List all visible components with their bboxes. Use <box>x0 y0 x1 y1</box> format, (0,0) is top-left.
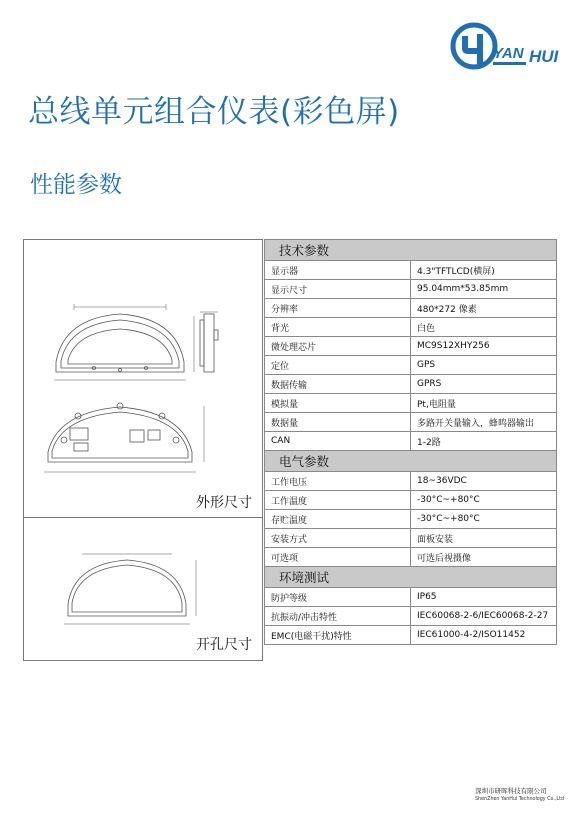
spec-value: 480*272 像素 <box>411 299 557 318</box>
spec-value: -30°C~+80°C <box>411 491 557 510</box>
company-logo <box>449 14 567 78</box>
spec-table <box>264 239 557 645</box>
group-header: 环境测试 <box>265 567 557 588</box>
section-title: 性能参数 <box>30 172 122 198</box>
spec-value: 可选后视摄像 <box>411 548 557 567</box>
table-row <box>265 375 557 394</box>
table-row <box>265 394 557 413</box>
spec-key: 分辨率 <box>265 299 411 318</box>
spec-key: 数据量 <box>265 413 411 432</box>
spec-value: GPRS <box>411 375 557 394</box>
spec-key: 可选项 <box>265 548 411 567</box>
spec-value: 白色 <box>411 318 557 337</box>
spec-value: 1-2路 <box>411 432 557 451</box>
spec-key: 抗振动/冲击特性 <box>265 607 411 626</box>
spec-key: 显示尺寸 <box>265 280 411 299</box>
spec-key: EMC(电磁干扰)特性 <box>265 626 411 645</box>
table-row <box>265 432 557 451</box>
cutout-dimension-label: 开孔尺寸 <box>196 637 252 653</box>
spec-key: 安装方式 <box>265 529 411 548</box>
svg-text:HUI: HUI <box>529 47 559 66</box>
table-row <box>265 588 557 607</box>
group-header-row <box>265 567 557 588</box>
spec-value: 4.3"TFTLCD(横屏) <box>411 261 557 280</box>
group-header: 技术参数 <box>265 240 557 261</box>
spec-value: 18~36VDC <box>411 472 557 491</box>
table-row <box>265 318 557 337</box>
spec-key: 工作温度 <box>265 491 411 510</box>
table-row <box>265 548 557 567</box>
group-header-row <box>265 240 557 261</box>
spec-value: 95.04mm*53.85mm <box>411 280 557 299</box>
svg-text:YAN: YAN <box>493 45 524 62</box>
spec-key: 数据传输 <box>265 375 411 394</box>
group-header: 电气参数 <box>265 451 557 472</box>
outline-dimension-label: 外形尺寸 <box>196 495 252 511</box>
spec-value: GPS <box>411 356 557 375</box>
table-row <box>265 356 557 375</box>
table-row <box>265 607 557 626</box>
spec-value: MC9S12XHY256 <box>411 337 557 356</box>
table-row <box>265 529 557 548</box>
spec-key: 背光 <box>265 318 411 337</box>
company-name-zh: 深圳市研晖科技有限公司 <box>475 787 547 795</box>
spec-value: IEC61000-4-2/ISO11452 <box>411 626 557 645</box>
spec-value: 面板安装 <box>411 529 557 548</box>
spec-key: 微处理芯片 <box>265 337 411 356</box>
outline-drawing <box>24 240 262 490</box>
spec-key: 显示器 <box>265 261 411 280</box>
table-row <box>265 472 557 491</box>
page-title: 总线单元组合仪表(彩色屏) <box>28 94 400 130</box>
spec-value: -30°C~+80°C <box>411 510 557 529</box>
spec-value: Pt,电阻量 <box>411 394 557 413</box>
spec-value: 多路开关量输入，蜂鸣器输出 <box>411 413 557 432</box>
company-name-en: ShenZhen YanHui Technology Co.,Ltd <box>475 797 564 802</box>
company-footer <box>475 786 564 802</box>
spec-key: 工作电压 <box>265 472 411 491</box>
group-header-row <box>265 451 557 472</box>
spec-key: 模拟量 <box>265 394 411 413</box>
table-row <box>265 626 557 645</box>
table-row <box>265 413 557 432</box>
table-row <box>265 337 557 356</box>
cutout-drawing <box>24 518 262 636</box>
table-row <box>265 299 557 318</box>
table-row <box>265 510 557 529</box>
spec-value: IP65 <box>411 588 557 607</box>
spec-key: 存贮温度 <box>265 510 411 529</box>
spec-value: IEC60068-2-6/IEC60068-2-27 <box>411 607 557 626</box>
table-row <box>265 491 557 510</box>
table-row <box>265 261 557 280</box>
spec-key: CAN <box>265 432 411 451</box>
table-row <box>265 280 557 299</box>
spec-key: 防护等级 <box>265 588 411 607</box>
spec-key: 定位 <box>265 356 411 375</box>
yanhui-logo-icon <box>449 14 567 78</box>
cutout-drawing-panel <box>23 517 263 661</box>
outline-drawing-panel <box>23 239 263 519</box>
